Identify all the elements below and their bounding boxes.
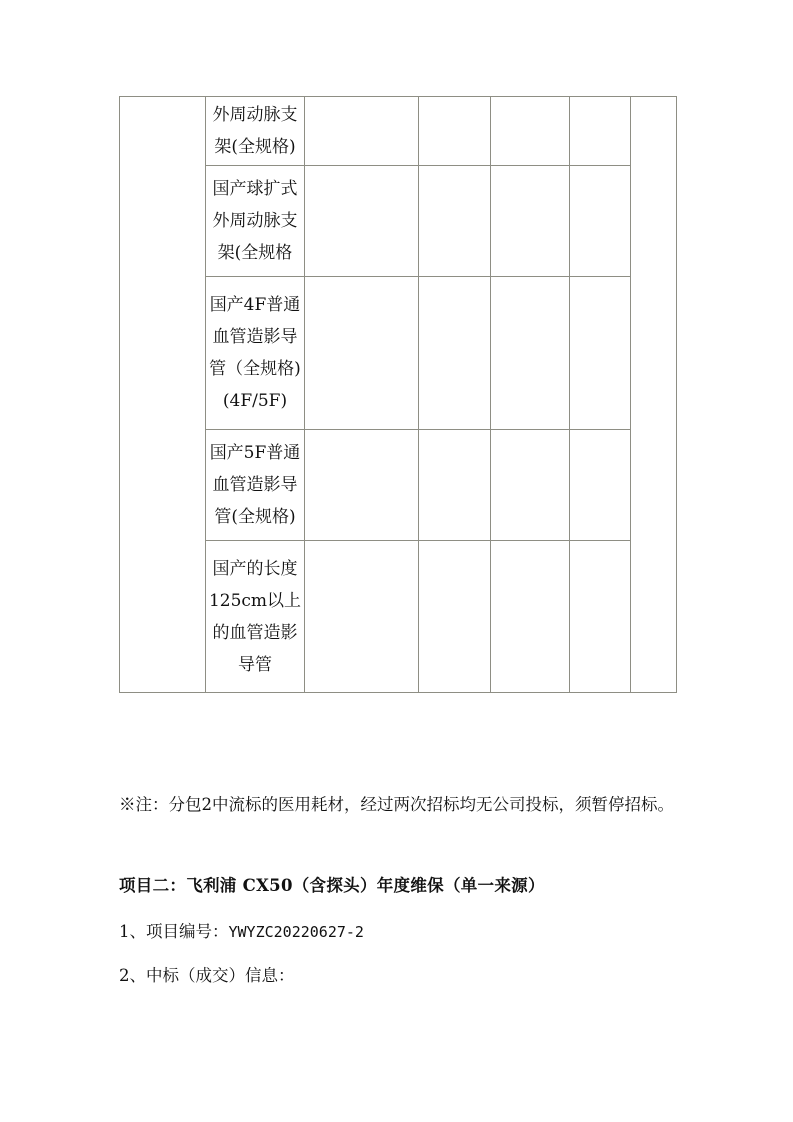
- table-cell: [491, 166, 570, 277]
- table-cell: [570, 541, 631, 693]
- table-cell: [305, 277, 419, 430]
- table-cell: [491, 277, 570, 430]
- award-info-heading: [119, 962, 295, 986]
- product-name-cell: 国产5F普通 血管造影导 管(全规格): [206, 430, 305, 541]
- table-cell: [305, 541, 419, 693]
- table-cell: [570, 97, 631, 166]
- project-number-value: YWYZC20220627-2: [228, 923, 364, 941]
- table-cell: [419, 97, 491, 166]
- project-number-line: [119, 918, 364, 942]
- table-footnote: ※注：分包2中流标的医用耗材，经过两次招标均无公司投标，须暂停招标。: [119, 795, 674, 814]
- table-cell: [305, 430, 419, 541]
- table-cell: [305, 166, 419, 277]
- table-cell: [491, 430, 570, 541]
- product-name-cell: 国产4F普通 血管造影导 管（全规格) (4F/5F): [206, 277, 305, 430]
- table-cell: [570, 166, 631, 277]
- table-row: [120, 97, 677, 166]
- product-name-cell: 外周动脉支 架(全规格): [206, 97, 305, 166]
- product-name-cell: 国产球扩式 外周动脉支 架(全规格: [206, 166, 305, 277]
- project-number-label: 1、项目编号：: [119, 922, 229, 941]
- award-info-label: 2、中标（成交）信息：: [119, 966, 295, 985]
- group-cell: [120, 97, 206, 693]
- table-cell: [419, 277, 491, 430]
- table-cell: [570, 277, 631, 430]
- table-cell: [570, 430, 631, 541]
- table-cell: [491, 541, 570, 693]
- consumables-table: [119, 96, 677, 693]
- table-cell: [305, 97, 419, 166]
- table-cell: [491, 97, 570, 166]
- product-name-cell: 国产的长度 125cm以上 的血管造影 导管: [206, 541, 305, 693]
- table-cell: [419, 166, 491, 277]
- table-cell: [419, 541, 491, 693]
- project-title: 项目二：飞利浦 CX50（含探头）年度维保（单一来源）: [119, 876, 545, 895]
- remark-cell: [631, 97, 677, 693]
- table-cell: [419, 430, 491, 541]
